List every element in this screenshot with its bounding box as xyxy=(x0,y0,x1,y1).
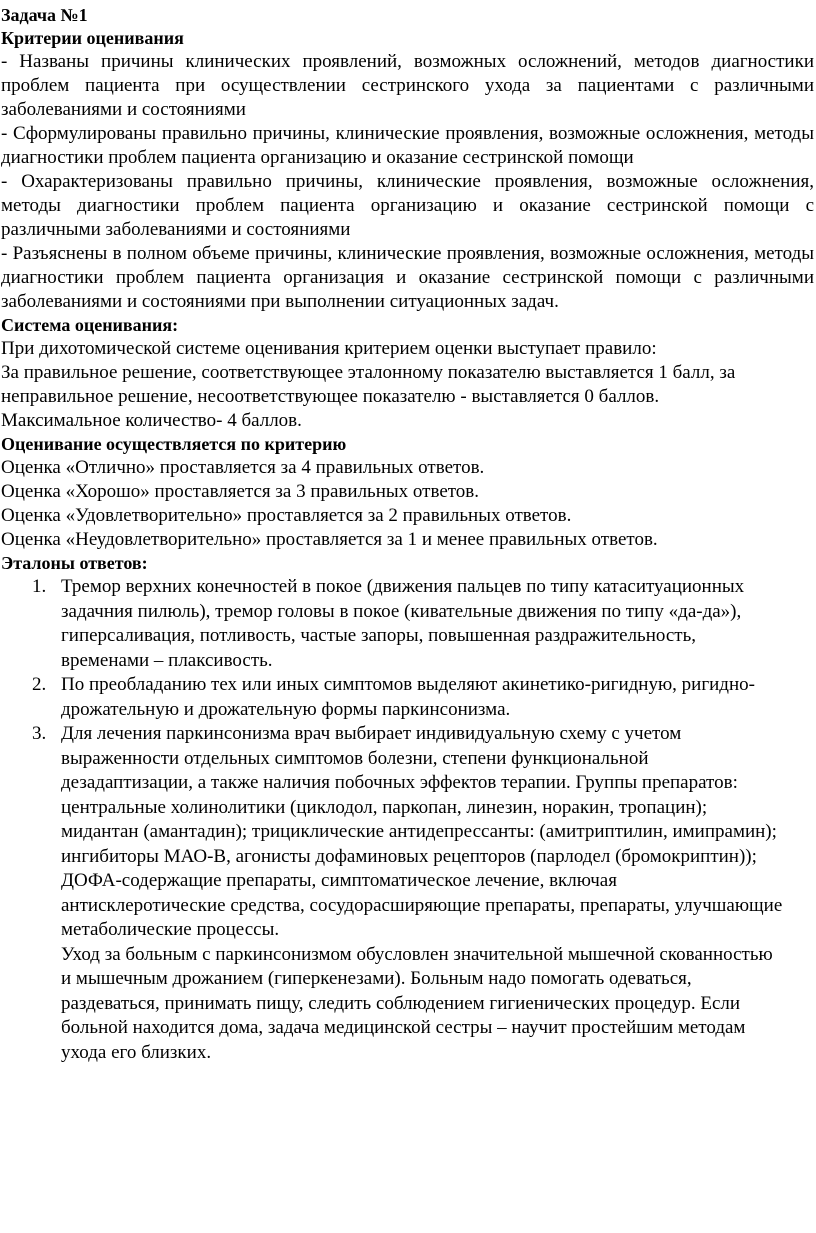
answer-number: 1. xyxy=(32,576,47,597)
system-scoring: За правильное решение, соответствующее эталонному показателю выставляется 1 балл, за неправильное решение, несоответствующее показателю - выставляется 0 баллов. xyxy=(1,362,736,407)
care-paragraph: Уход за больным с паркинсонизмом обусловлен значительной мышечной скованностью и мышечным дрожанием (гиперкенезами). Больным надо помогать одеваться, раздеваться, принимать пищу, следить соблюдением гигиенических процедур. Если больной находится дома, задача медицинской сестры – научит простейшим методам ухода его близких. xyxy=(61,943,773,1063)
system-heading: Система оценивания: xyxy=(1,315,179,335)
criteria-item-3: - Охарактеризованы правильно причины, клинические проявления, возможные осложнения, методы диагностики проблем пациента организацию и оказание сестринской помощи с различными заболеваниями и состояниями xyxy=(1,171,814,240)
answer-number: 3. xyxy=(32,723,47,744)
grade-excellent: Оценка «Отлично» проставляется за 4 правильных ответов. xyxy=(1,457,485,478)
grade-good: Оценка «Хорошо» проставляется за 3 правильных ответов. xyxy=(1,481,480,502)
answer-text: Тремор верхних конечностей в покое (движения пальцев по типу катаситуационных задачния пилюль), тремор головы в покое (кивательные движения по типу «да-да»), гиперсаливация, потливость, частые запоры, повышенная раздражительность, временами – плаксивость. xyxy=(61,576,745,671)
grade-satisfactory: Оценка «Удовлетворительно» проставляется за 2 правильных ответов. xyxy=(1,505,572,526)
answers-heading: Эталоны ответов: xyxy=(1,553,148,573)
grade-unsatisfactory: Оценка «Неудовлетворительно» проставляется за 1 и менее правильных ответов. xyxy=(1,529,658,550)
answer-item-2 xyxy=(1,673,814,722)
system-max: Максимальное количество- 4 баллов. xyxy=(1,410,302,431)
task-title: Задача №1 xyxy=(1,5,88,25)
answer-number: 2. xyxy=(32,674,47,695)
answer-item-1 xyxy=(1,575,814,673)
criteria-heading: Критерии оценивания xyxy=(1,28,184,48)
system-rule: При дихотомической системе оценивания критерием оценки выступает правило: xyxy=(1,338,657,359)
criteria-item-1: - Названы причины клинических проявлений, возможных осложнений, методов диагностики проблем пациента при осуществлении сестринского ухода за пациентами с различными заболеваниями и состояниями xyxy=(1,51,814,120)
criteria-item-2: - Сформулированы правильно причины, клинические проявления, возможные осложнения, методы диагностики проблем пациента организацию и оказание сестринской помощи xyxy=(1,123,814,168)
answer-text: По преобладанию тех или иных симптомов выделяют акинетико-ригидную, ригидно-дрожательную и дрожательную формы паркинсонизма. xyxy=(61,674,755,720)
answer-text: Для лечения паркинсонизма врач выбирает индивидуальную схему с учетом выраженности отдельных симптомов болезни, степени функциональной дезадаптизации, а также наличия побочных эффектов терапии. Группы препаратов: центральные холинолитики (циклодол, паркопан, линезин, норакин, тропацин); мидантан (амантадин); трициклические антидепрессанты: (амитриптилин, имипрамин); ингибиторы МАО-В, агонисты дофаминовых рецепторов (парлодел (бромокриптин)); ДОФА-содержащие препараты, симптоматическое лечение, включая антисклеротические средства, сосудорасширяющие препараты, препараты, улучшающие метаболические процессы. xyxy=(61,723,783,940)
grading-heading: Оценивание осуществляется по критерию xyxy=(1,434,347,454)
criteria-item-4: - Разъяснены в полном объеме причины, клинические проявления, возможные осложнения, методы диагностики проблем пациента организация и оказание сестринской помощи с различными заболеваниями и состояниями при выполнении ситуационных задач. xyxy=(1,243,814,312)
answers-list xyxy=(1,575,814,943)
answer-item-3 xyxy=(1,722,814,943)
